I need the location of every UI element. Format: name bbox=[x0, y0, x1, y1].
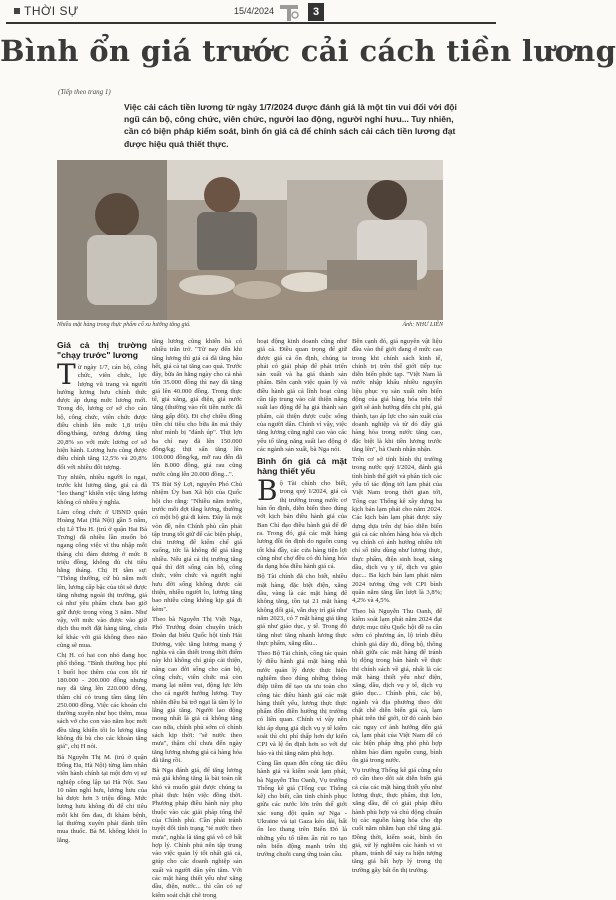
continued-note: (Tiếp theo trang 1) bbox=[58, 88, 111, 96]
paragraph: Trên cơ sở tính hình thị trường trong nước quý I/2024, đánh giá tình hình thế giới và phân tích các yếu tố tác động tới lạm phát của Việt Nam trong thời gian tới, Tổng cục Thống kê xây dựng ba kịch bản lạm phát cho năm 2024. Các kịch bản lạm phát được xây dựng dựa trên dự báo diễn biến giá cả các nhóm hàng hóa và dịch vụ chính có ảnh hưởng nhiều tới chỉ số tiêu dùng như lương thực, thực phẩm, điện sinh hoạt, xăng dầu, dịch vụ y tế, dịch vụ giáo dục... Ba kịch bản lạm phát năm 2024 tương ứng với CPI bình quân năm tăng lần lượt là 3,8%; 4,2% và 4,5%. bbox=[352, 456, 442, 605]
section-label bbox=[14, 4, 79, 18]
paragraph: Từ ngày 1/7, cán bộ, công chức, viên chức, lực lượng vũ trang và người hưởng lương hưu chính thức được áp dụng mức lương mới. Trong đó, lương cơ sở cho cán bộ, công chức, viên chức được điều chỉnh lên mức 1,8 triệu đồng/tháng, tương đương tăng 20,8% so với mức lương cơ sở hiện hành. Lương hưu cũng được điều chỉnh tăng 12,5% và 20,8% đối với nhiều đối tượng. bbox=[57, 358, 147, 471]
paragraph: TS Bùi Sỹ Lợi, nguyên Phó Chủ nhiệm Ủy ban Xã hội của Quốc hội cho rằng: "Nhiều năm trước, trước mỗi đợt tăng lương, thường có một bộ giá đi kèm. Đây là một vòn đề, nên Chính phủ cần phải tập trung tốt giữ để các biện pháp, chủ trương để kiểm chế giá xuống, tức là không để giá tăng nhiều. Nếu giá cả thị trường tăng quá thì đời sống cán bộ, công chức, viên chức và người nghỉ hưu đời sống không được cải thiện, nhiều người lo, lương tăng bao nhiêu cũng không kịp giá đi kèm". bbox=[152, 481, 242, 613]
paragraph: hoạt động kinh doanh cũng như giá cả. Điều quan trọng để giữ được giá cả ổn định, chúng ta phải có giải pháp để phát triển sản xuất và hạ giá thành sản phẩm. Bên cạnh việc quản lý và điều hành giá cả lĩnh hoạt cũng cần tập trung vào cải thiện năng suất lao động để hạ giá thành sản phẩm, cải thiện được cuộc sống của người dân. Chính vì vậy, việc tăng lương cũng nghĩ cao vào các yếu tố tăng năng suất lao động ở các ngành sản xuất, bà Nga nói. bbox=[257, 338, 347, 453]
article-column-1 bbox=[57, 338, 147, 844]
subheading-essential-goods: Bình ổn giá cả mặt hàng thiết yếu bbox=[257, 456, 347, 477]
section-name: THỜI SỰ bbox=[24, 4, 79, 18]
page-header bbox=[6, 0, 496, 24]
logo-mark-icon bbox=[278, 1, 300, 23]
photo-credit: Ảnh: NHƯ LIÊN bbox=[402, 322, 443, 328]
paragraph: Bộ Tài chính cho biết, trong quý I/2024, giá cả thị trường trong nước cơ bản ổn định, diễn biến theo đúng với kịch bản điều hành giá của Ban Chỉ đạo điều hành giá để đề ra. Trong đó, giá các mặt hàng lương đồi ổn định do nguồn cung tốt khá đầy, các cửa hàng tiện lợi cũng như chợ đều có đủ hàng hóa đa dạng hóa điều hành giá cả. bbox=[257, 474, 347, 571]
paragraph: tăng lương cũng khiến bà có nhiều trăn trở. "Từ nay đến khi tăng lương thì giá cả đã tăng hầu hết, giá cả tại tăng cao quá. Trước đây, bữa ăn hằng ngày cho cả nhà tốn 35.000 đồng thì nay đã tăng giá lên 40.000 đồng. Trong thực tế, giá xăng, giá điện, giá nước tăng (thường vào rồi tiền nước đã tăng gấp đôi). Đi chợ chiều đồng tiền chỉ tiêu cho bữa ăn mà thấy như mình bị "đánh úp". Thịt lợn ba chỉ nay đã lên 150.000 đồng/kg; thịt sấn tăng lên 100.000 đồng/kg, mỡ rau đến đã lên 8.000 đồng, giá rau cũng nước cũng lên 20.000 đồng...". bbox=[152, 338, 242, 478]
article-lead: Việc cải cách tiền lương từ ngày 1/7/2024 được đánh giá là một tin vui đối với đội ngũ cán bộ, công chức, viên chức, người lao động, người nghỉ hưu... Tuy nhiên, cần có biện pháp kiểm soát, bình ổn giá cả để chính sách cải cách tiền lương đạt được hiệu quả thiết thực. bbox=[124, 102, 457, 149]
newspaper-logo bbox=[278, 1, 300, 23]
paragraph: Bên cạnh đó, giá nguyên vật liệu đầu vào thế giới đang ở mức cao trong khi chính sách kinh tế, chính trị trên thế giới tiếp tục diễn biến phức tạp. "Việt Nam là nước nhập khẩu nhiều nguyên liệu phục vụ sản xuất nên biến động của giá hàng hóa trên thế giới sẽ ảnh hưởng đến chi phí, giá thành, tạo áp lực cho sản xuất của doanh nghiệp và từ đó đẩy giá hàng hóa trong nước tăng cao, đặc biệt là khi tiền lương trước tăng lên", bà Oanh nhận nhận. bbox=[352, 338, 442, 453]
photo-caption-text: Nhiều mặt hàng trong thực phẩm cố xu hướng tăng giá. bbox=[57, 322, 191, 328]
page-number: 3 bbox=[308, 3, 324, 21]
issue-date: 15/4/2024 bbox=[234, 6, 275, 16]
market-photo bbox=[57, 160, 443, 320]
paragraph: Theo bà Nguyễn Thị Việt Nga, Phó Trưởng đoàn chuyên trách Đoàn đại biểu Quốc hội tỉnh Hải Dương, việc tăng lương mang ý nghĩa và cần thiết trong thời điểm này khi không chỉ giúp cải thiện, nâng cao đời sống cho cán bộ, công chức, viên chức mà còn mang lại niềm vui, động lực lớn cho cả người hưởng lương. Tuy nhiên điều bà trở ngại là tâm lý lo lắng giá tăng. Người lao động mong nhất là giá cả không tăng cao nữa, chính phủ sớm có chính sách kịp thời: "sẽ nước theo mưa", thậm chí chưa đến ngày tăng lương nhưng giá cả hàng hóa đã tăng rồi. bbox=[152, 615, 242, 764]
photo-caption bbox=[57, 322, 443, 328]
paragraph: Theo bà Nguyễn Thu Oanh, để kiểm soát lạm phát năm 2024 đạt được mục tiêu Quốc hội đề ra cần sớm có phương án, lộ trình điều chỉnh giá đảy đủ, đồng bộ, thông nhất giữa các mặt hàng để tránh bị động trong bán hành về thực thi chính sách về giá, nhất là các mặt hàng thiết yếu như điện, xăng, dầu, dịch vụ y tế, dịch vụ giáo dục... Chính phủ, các bộ, ngành và địa phương theo dõi chặt chẽ diễn biến giá cả, lạm phát trên thế giới, từ đó cảnh báo các nguy cơ ảnh hưởng đến giá cả, lạm phát của Việt Nam để có các biện pháp ứng phó phù hợp nhằm bảo đảm nguồn cung, bình ổn giá trong nước. bbox=[352, 607, 442, 764]
paragraph: Bà Nga đánh giá, để tăng lương mà giá không tăng là bài toán rất khó và muốn giải được chúng ta phải thực hiện việc đồng thời. Phương pháp điều hành này phụ thuộc vào các giải pháp tổng thể của Chính phủ. Cần phải tránh tuyệt đối tình trạng "té nước theo mưa", nghĩa là tăng giá vô cớ bất hợp lý. Chính phủ nên tập trung vào việc quản lý tốt nhất giá cả, giúp cho các doanh nghiệp sản xuất và người dân yên tâm. Với các mặt hàng thiết yếu như xăng dầu, điện, nước... thì cần có sự kiểm soát chặt chẽ trong bbox=[152, 767, 242, 899]
market-scene-illustration bbox=[57, 160, 443, 320]
article-column-4 bbox=[352, 338, 442, 874]
article-column-2 bbox=[152, 338, 242, 899]
paragraph: Chị H. có hai con nhỏ đang học phổ thông. "Bình thường học phí 1 buổi học thêm của con tôi từ 180.000 - 200.000 đồng nhưng nay đã tăng lên 220.000 đồng, thầm chí có trung tâm tăng lên 250.000 đồng. Việc các khoản chi thường xuyên như học thêm, mua sách vở cho con vào năm học mới đều tăng khiến tôi lo lương tăng không đủ bù cho các khoản tăng giá", chị H nói. bbox=[57, 652, 147, 751]
paragraph: Bà Nguyễn Thị M. (trú ở quận Đống Đa, Hà Nội) từng làm nhân viên hành chính tại một đơn vị sự nghiệp công lập tại Hà Nội. Sau 10 năm nghỉ hưu, lương hưu của bà được hơn 3 triệu đồng. Mức lương hưu không đủ để chi tiêu mỗi khi ốm đau, đi khám bệnh, lại thường xuyên phải dành tiền mua thuốc. Bà M. không khỏi lo lắng. bbox=[57, 753, 147, 844]
paragraph: Theo Bộ Tài chính, công tác quản lý điều hành giá mặt hàng nhà nước quản lý được thực hiện nghiêm theo đúng những thông điệp tiêm để tạo ưa ưu toàn cho công tác điều hành giá các mặt hàng thiết yếu, lương thực thực phẩm đồn điền hưởng thị trường có liên quan. Chính vì vậy nên khi áp dụng giá dịch vụ y tế kiểm soát thì chi phí thấp hơn dự kiến CPI và lệ ổn định hơn so với dự báo và thì tăng năm phù hợp. bbox=[257, 650, 347, 757]
article-headline: Bình ổn giá trước cải cách tiền lương bbox=[0, 34, 616, 68]
paragraph: Tuy nhiên, nhiều người lo ngại, trước khi lương tăng, giá cả đã "leo thang" khiến việc tăng lương không có nhiều ý nghĩa. bbox=[57, 473, 147, 506]
paragraph: Vụ trưởng Thống kê giá cũng nêu rõ cần theo dõi sát diễn biến giá cả của các mặt hàng thiết yếu như lương thực, thực phẩm, thịt lợn, xăng dầu, để có giải pháp điều hành phù hợp và chủ động chuẩn bị các nguồn hàng hóa cho dịp cuối năm nhằm hạn chế tăng giá. Đồng thời, kiểm soát, bình ổn giá, xử lý nghiêm các hành vi vi phạm, tránh để xảy ra hiện tượng tăng giá bất hợp lý trong thị trường gây bất ổn thị trường. bbox=[352, 767, 442, 874]
paragraph: Làm công chức ở UBND quận Hoàng Mai (Hà Nội) gần 5 năm, chị Lê Thu H. (trú ở quận Hai Bà Trưng) đã nhiều lần muốn bỏ ngang công việc vì thu nhập mỗi tháng chi đảm đương ở mức 8 triệu đồng, không đủ chi tiêu hằng tháng. Chị H tâm sự: "Thông thường, cứ bù năm mới lên, lương cấp bậc của tôi sẽ được tăng nhưng ngoài thị trường, giá cả như yêu phẩm chưa bao giờ giữ được trong vòng 3 năm. Như vậy, với mức vào được vào giờ dịch thu mới đặt hàng tăng, chưa kể khác với giá không theo nào cũng sẽ mua. bbox=[57, 509, 147, 649]
paragraph: Bộ Tài chính đã cho biết, nhiều mặt hàng, đặc biệt điện, xăng dầu, vàng là các mặt hàng để không tăng, tồn tại 21 mặt hàng không đổi giá, vẫn duy trì giá như năm 2023, có 7 mặt hàng giá tăng giá như giáo dục, y tế. Trong đó tăng như: tăng nhanh lương thực thực phẩm, xăng dầu... bbox=[257, 573, 347, 647]
subheading-market-prices: Giá cả thị trường "chạy trước" lương bbox=[57, 340, 147, 360]
article-column-3 bbox=[257, 338, 347, 859]
paragraph: Cùng lần quan đến công tác điều hành giá và kiểm soát lạm phát, bà Nguyễn Thu Oanh, Vụ trưởng Thống kê giá (Tổng cục Thống kê) cho biết, cần tỉnh chính phục giữa các nước lớn trên thế giới xác sung đột quân sự Nga - Ukraine và tại Gaza kéo dài, bất ổn leo thang trên Biển Đỏ là những yếu tố tiềm ẩn rủi ro tạo nên biến động mạnh trên thị trường chuỗi cung ứng toàn cầu. bbox=[257, 759, 347, 859]
section-marker-icon bbox=[14, 8, 20, 14]
